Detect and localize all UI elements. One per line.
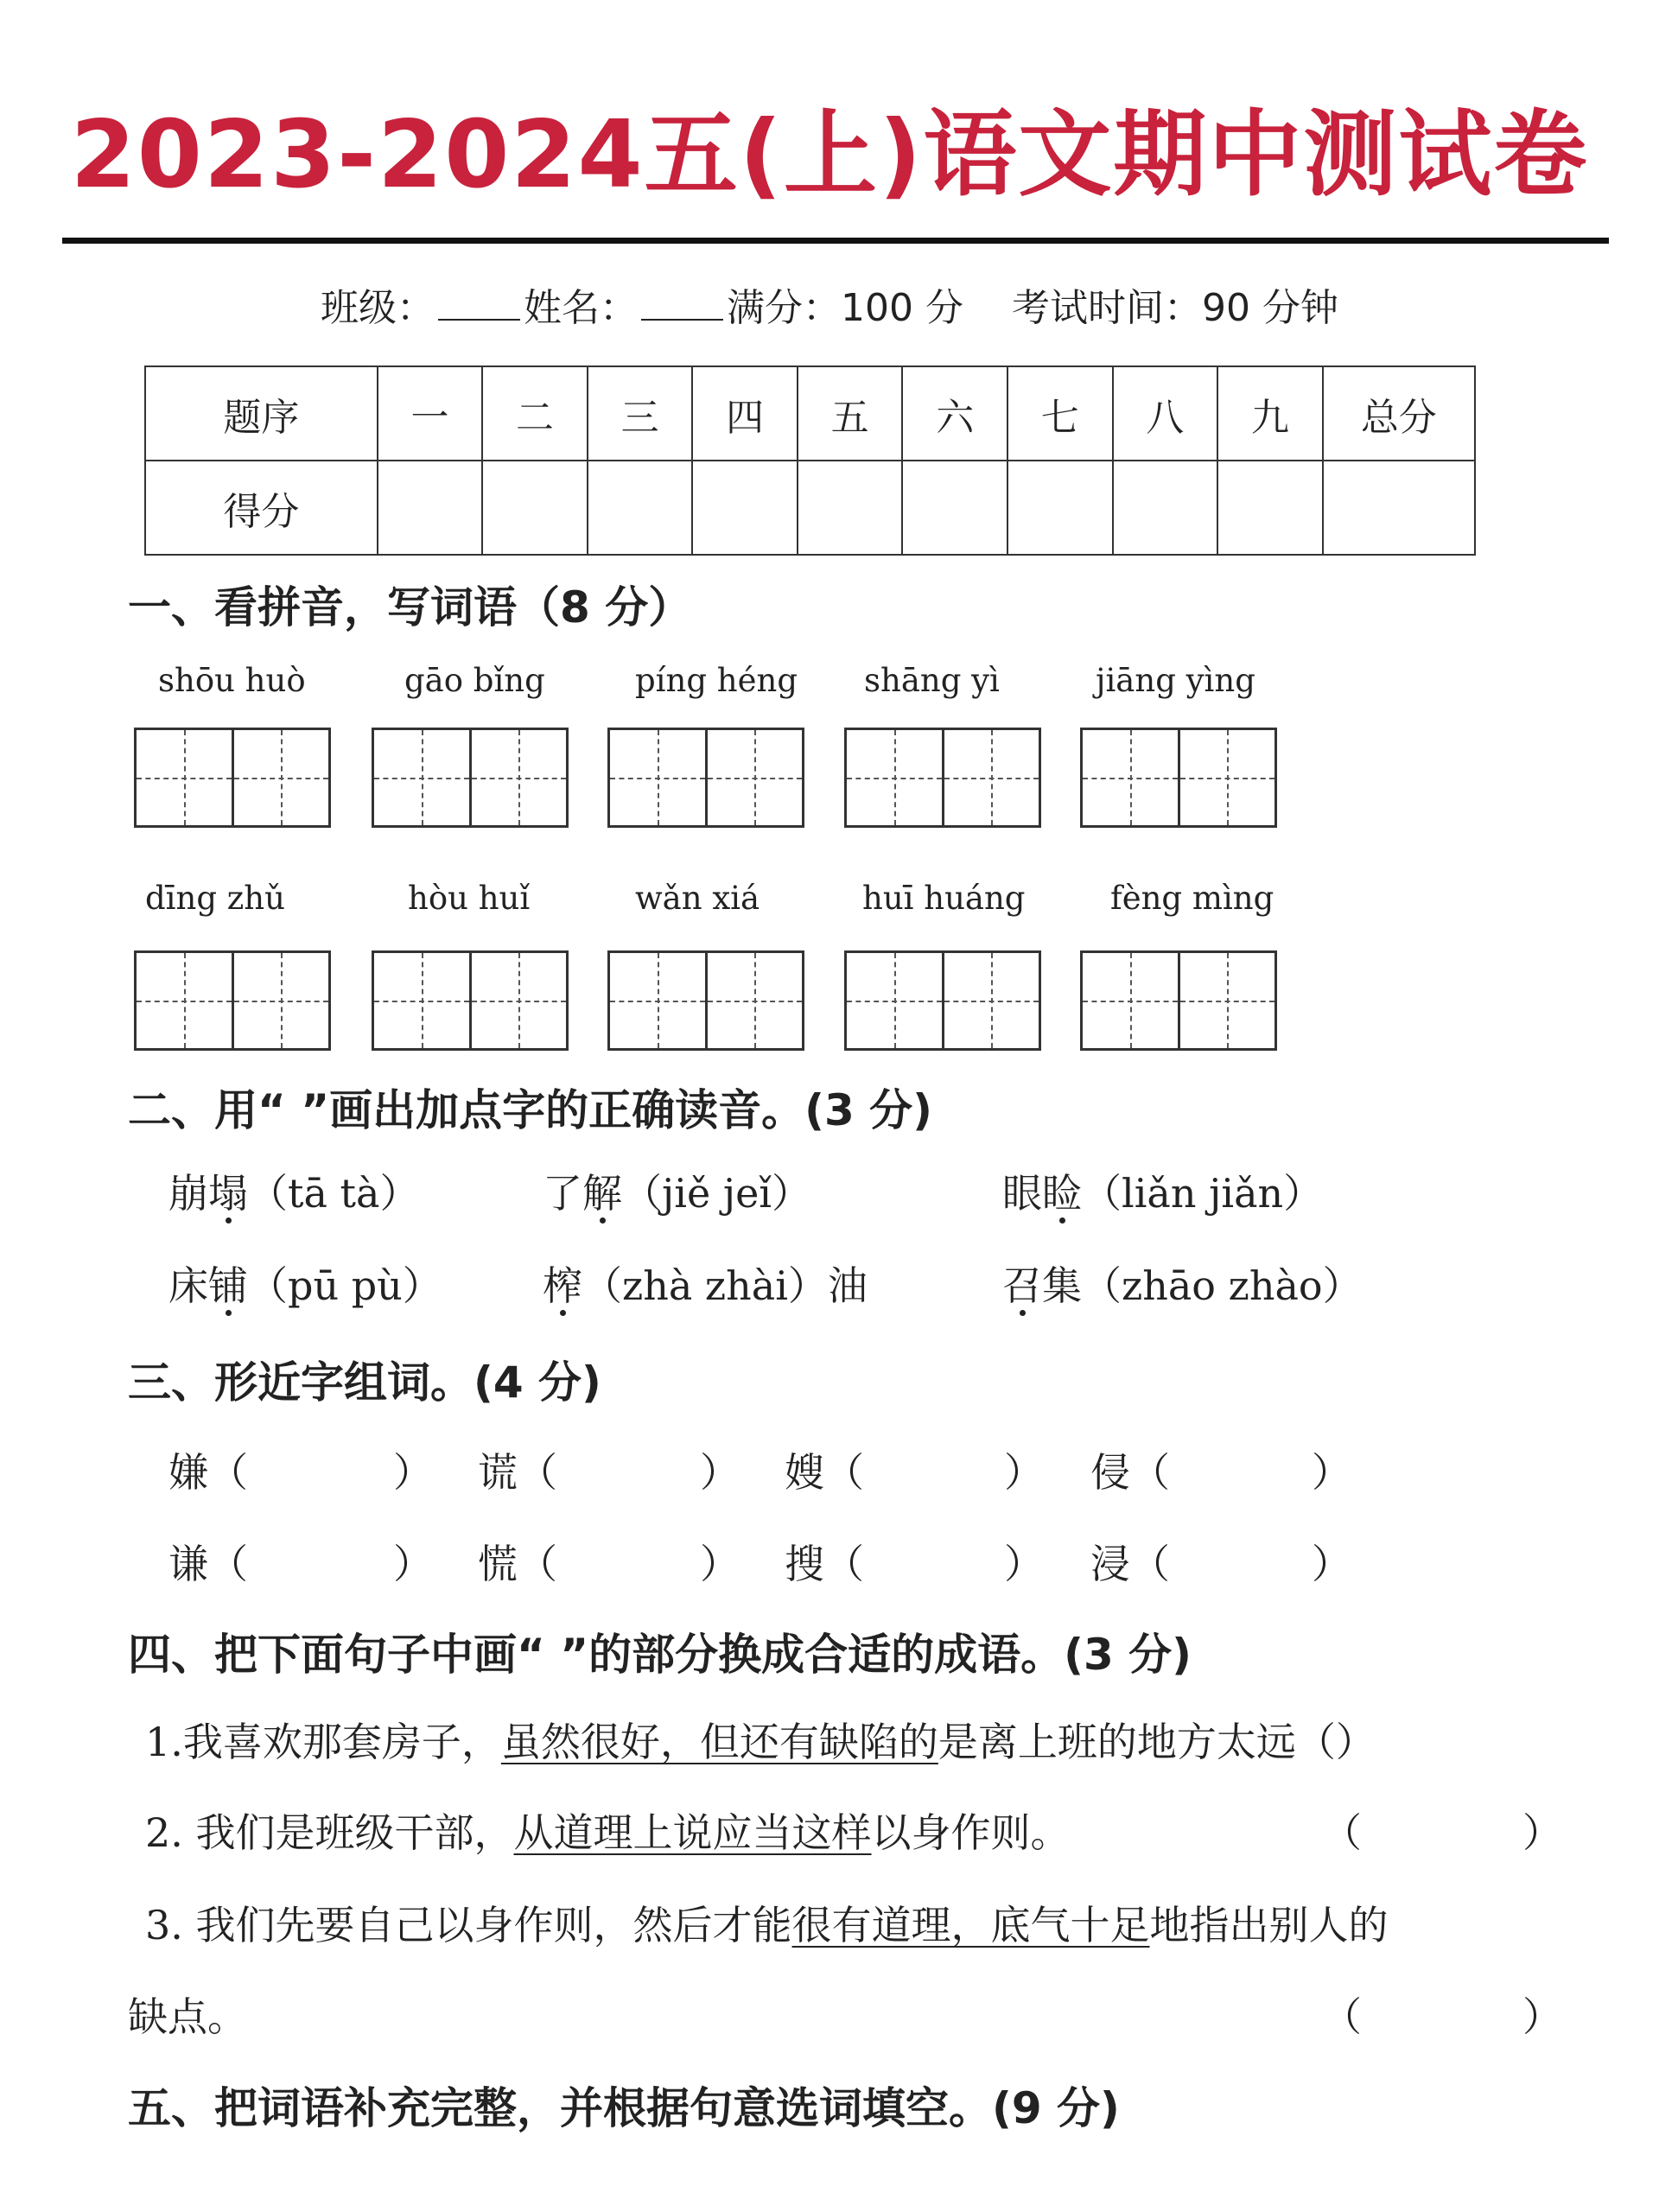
char-close-paren: ）	[393, 1541, 433, 1587]
char-close-paren: ）	[1004, 1541, 1044, 1587]
exam-time: 考试时间：90 分钟	[1011, 286, 1338, 330]
writing-grid[interactable]	[134, 950, 331, 1051]
reading-options[interactable]: （pū pù）	[248, 1262, 442, 1309]
score-cell[interactable]	[902, 461, 1007, 555]
page-title: 2023-2024五(上)语文期中测试卷	[70, 101, 1589, 209]
pinyin-label: gāo bǐng	[404, 662, 545, 699]
class-blank[interactable]	[438, 284, 520, 321]
reading-item	[168, 1255, 442, 1312]
char-close-paren: ）	[1004, 1449, 1044, 1496]
word-char: 眼	[1002, 1170, 1042, 1217]
char-item: 嫂（	[785, 1449, 864, 1496]
answer-open-paren[interactable]: （	[1322, 1993, 1362, 2040]
score-cell[interactable]	[1217, 461, 1323, 555]
score-table-header-row	[145, 366, 1475, 461]
score-cell[interactable]	[692, 461, 798, 555]
section2-title: 二、用“ ”画出加点字的正确读音。(3 分)	[128, 1085, 933, 1135]
writing-grid[interactable]	[1080, 728, 1277, 828]
char-close-paren: ）	[1312, 1449, 1351, 1496]
section4-title: 四、把下面句子中画“ ”的部分换成合适的成语。(3 分)	[128, 1630, 1192, 1680]
reading-options[interactable]: 集（zhāo zhào）	[1042, 1262, 1363, 1309]
underlined-phrase: 从道理上说应当这样	[513, 1809, 872, 1856]
char-close-paren: ）	[393, 1449, 433, 1496]
name-label: 姓名：	[524, 286, 639, 330]
char-item: 谦（	[168, 1541, 248, 1587]
score-header: 五	[798, 366, 903, 461]
char-close-paren: ）	[700, 1449, 740, 1496]
pinyin-label: shāng yì	[864, 662, 1000, 699]
score-table-score-row	[145, 461, 1475, 555]
question-2	[145, 1802, 1071, 1859]
underlined-phrase: 很有道理，底气十足	[791, 1902, 1150, 1948]
score-header: 八	[1113, 366, 1218, 461]
dotted-char: 召	[1002, 1262, 1042, 1309]
writing-grid[interactable]	[372, 728, 569, 828]
writing-grid[interactable]	[372, 950, 569, 1051]
score-cell[interactable]	[1323, 461, 1475, 555]
q-text: 1.我喜欢那套房子，	[145, 1719, 501, 1765]
score-cell[interactable]	[1007, 461, 1113, 555]
dotted-char: 榨	[543, 1262, 582, 1309]
q-text: 3. 我们先要自己以身作则，然后才能	[145, 1902, 792, 1948]
score-header: 一	[378, 366, 483, 461]
section3-title: 三、形近字组词。(4 分)	[128, 1357, 601, 1408]
score-header: 二	[482, 366, 588, 461]
score-header: 七	[1007, 366, 1113, 461]
reading-item	[543, 1162, 811, 1219]
char-item: 浸（	[1090, 1541, 1170, 1587]
score-header: 总分	[1323, 366, 1475, 461]
pinyin-label: fèng mìng	[1110, 880, 1274, 917]
word-char: 崩	[168, 1170, 208, 1217]
score-header: 九	[1217, 366, 1323, 461]
char-item: 谎（	[478, 1449, 557, 1496]
writing-grid[interactable]	[607, 950, 804, 1051]
pinyin-label: wǎn xiá	[635, 880, 760, 917]
char-item: 搜（	[785, 1541, 864, 1587]
answer-close-paren: ）	[1522, 1993, 1562, 2040]
writing-grid[interactable]	[134, 728, 331, 828]
pinyin-label: dīng zhǔ	[145, 880, 285, 917]
reading-options[interactable]: （tā tà）	[248, 1170, 420, 1217]
pinyin-label: huī huáng	[862, 880, 1026, 917]
answer-close-paren: ）	[1522, 1809, 1562, 1856]
exam-info-line	[0, 276, 1659, 332]
pinyin-label: hòu huǐ	[408, 880, 531, 917]
char-item: 嫌（	[168, 1449, 248, 1496]
class-label: 班级：	[321, 286, 435, 330]
q-text: 是离上班的地方太远（）	[938, 1719, 1376, 1765]
score-header: 三	[588, 366, 693, 461]
writing-grid[interactable]	[844, 728, 1041, 828]
question-3	[145, 1894, 1389, 1951]
question-1	[145, 1711, 1376, 1768]
answer-open-paren[interactable]: （	[1322, 1809, 1362, 1856]
score-cell[interactable]	[1113, 461, 1218, 555]
score-cell[interactable]	[798, 461, 903, 555]
reading-options[interactable]: （liǎn jiǎn）	[1082, 1170, 1324, 1217]
name-blank[interactable]	[641, 284, 723, 321]
score-cell[interactable]	[588, 461, 693, 555]
reading-item	[543, 1255, 868, 1312]
char-item: 侵（	[1090, 1449, 1170, 1496]
q-text: 以身作则。	[871, 1809, 1071, 1856]
char-close-paren: ）	[1312, 1541, 1351, 1587]
pinyin-label: jiāng yìng	[1096, 662, 1255, 699]
title-divider	[62, 238, 1609, 244]
reading-item	[1002, 1162, 1323, 1219]
score-table	[144, 365, 1476, 556]
dotted-char: 睑	[1042, 1170, 1082, 1217]
question-3-continued: 缺点。	[128, 1993, 247, 2040]
underlined-phrase: 虽然很好，但还有缺陷的	[500, 1719, 938, 1765]
section5-title: 五、把词语补充完整，并根据句意选词填空。(9 分)	[128, 2083, 1120, 2133]
writing-grid[interactable]	[844, 950, 1041, 1051]
char-item: 慌（	[478, 1541, 557, 1587]
pinyin-label: píng héng	[635, 662, 798, 699]
word-char: 了	[543, 1170, 582, 1217]
section1-title: 一、看拼音，写词语（8 分）	[128, 582, 692, 632]
char-close-paren: ）	[700, 1541, 740, 1587]
full-score: 满分：100 分	[727, 286, 964, 330]
writing-grid[interactable]	[607, 728, 804, 828]
dotted-char: 铺	[208, 1262, 248, 1309]
reading-item	[1002, 1255, 1363, 1312]
word-char: 床	[168, 1262, 208, 1309]
score-cell[interactable]	[482, 461, 588, 555]
q-text: 地指出别人的	[1149, 1902, 1389, 1948]
reading-options[interactable]: （zhà zhài）油	[582, 1262, 868, 1309]
dotted-char: 解	[582, 1170, 622, 1217]
reading-item	[168, 1162, 419, 1219]
dotted-char: 塌	[208, 1170, 248, 1217]
score-header: 四	[692, 366, 798, 461]
q-text: 2. 我们是班级干部，	[145, 1809, 514, 1856]
score-header: 题序	[145, 366, 378, 461]
reading-options[interactable]: （jiě jeǐ）	[622, 1170, 812, 1217]
pinyin-label: shōu huò	[158, 662, 306, 699]
score-cell[interactable]	[378, 461, 483, 555]
score-row-label: 得分	[145, 461, 378, 555]
score-header: 六	[902, 366, 1007, 461]
writing-grid[interactable]	[1080, 950, 1277, 1051]
